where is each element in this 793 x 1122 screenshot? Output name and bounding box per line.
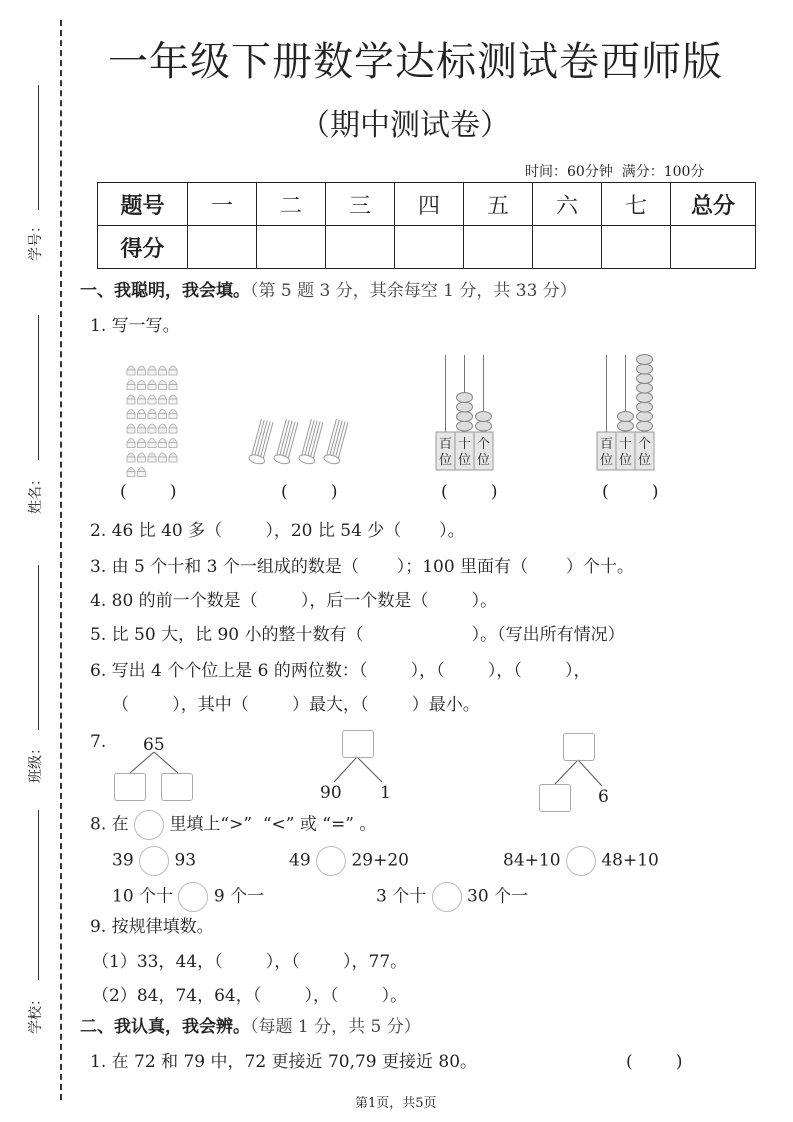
tree1-left-box[interactable] [114, 773, 146, 801]
question-8 [90, 810, 376, 840]
cupcake-icon [127, 439, 135, 443]
cupcake-icon [159, 457, 167, 462]
section2-title: 二、我认真，我会辨。 [80, 1017, 250, 1037]
cupcake-icon [127, 381, 135, 385]
cupcake-icon [127, 385, 135, 390]
page-subtitle: （期中测试卷） [300, 108, 510, 143]
cupcake-icon [138, 414, 146, 419]
abacus-bead [637, 364, 653, 374]
class-label: 班级： [28, 741, 44, 783]
cupcake-icon [138, 399, 146, 404]
tree1-top-number: 65 [143, 735, 165, 755]
header-cell: 题号 [98, 183, 188, 226]
header-cell: 一 [188, 183, 257, 226]
abacus-bead [457, 402, 473, 412]
abacus-bead [637, 393, 653, 403]
page-title: 一年级下册数学达标测试卷西师版 [108, 39, 723, 85]
compare-right: 48+10 [601, 850, 659, 871]
cupcake-icon [148, 428, 156, 433]
cupcake-icon [169, 381, 177, 385]
cupcake-icon [138, 472, 146, 477]
q8-text-pre: 8. 在 [90, 814, 129, 835]
abacus-bead [476, 421, 492, 431]
cupcake-icon [148, 424, 156, 428]
cupcake-icon [148, 395, 156, 399]
cupcake-icon [159, 453, 167, 457]
abacus-place-label: 位 [599, 453, 614, 468]
cupcake-icon [159, 366, 167, 370]
abacus-bead [457, 412, 473, 422]
tree3-right-number: 6 [598, 787, 609, 807]
header-cell: 四 [395, 183, 464, 226]
cupcake-icon [159, 443, 167, 448]
section1-note: （第 5 题 3 分，其余每空 1 分，共 33 分） [250, 281, 577, 301]
question-9-2: （2）84，74，64，（ ），（ ）。 [92, 986, 408, 1006]
cupcake-icon [138, 439, 146, 443]
compare-right: 9 个一 [213, 886, 265, 907]
section1-title: 一、我聪明，我会填。 [80, 281, 250, 301]
compare-left: 10 个十 [112, 886, 174, 907]
header-cell: 七 [602, 183, 671, 226]
compare-left: 49 [289, 850, 311, 871]
question-6: 6. 写出 4 个个位上是 6 的两位数：（ ），（ ），（ ）， [90, 661, 591, 681]
question-9: 9. 按规律填数。 [90, 917, 214, 937]
cupcake-icon [127, 366, 135, 370]
cupcake-icon [148, 381, 156, 385]
cupcake-icon [127, 410, 135, 414]
header-cell: 总分 [671, 183, 756, 226]
tree2-branches [334, 757, 382, 782]
cupcake-icon [169, 443, 177, 448]
score-row-label: 得分 [98, 226, 188, 269]
tree3-left-box[interactable] [539, 784, 571, 812]
abacus-place-label: 位 [457, 453, 472, 468]
cupcake-icon [148, 399, 156, 404]
cupcake-icon [138, 410, 146, 414]
cupcake-icon [169, 385, 177, 390]
cupcake-icon [148, 366, 156, 370]
abacus-bead [476, 412, 492, 422]
cupcake-icon [127, 457, 135, 462]
cupcake-icon [159, 381, 167, 385]
school-label: 学校： [28, 992, 44, 1034]
stick-bundle-icon [323, 419, 350, 466]
cupcake-icon [127, 399, 135, 404]
cupcake-icon [159, 439, 167, 443]
tree3-top-box[interactable] [563, 733, 595, 761]
cupcake-icon [138, 395, 146, 399]
cupcake-icon [148, 414, 156, 419]
cupcake-icon [138, 381, 146, 385]
compare-circle[interactable] [139, 846, 169, 876]
header-cell: 二 [257, 183, 326, 226]
section2-note: （每题 1 分，共 5 分） [250, 1017, 421, 1037]
q8-text-post: 里填上“>” “<” 或 “=” 。 [169, 814, 377, 835]
tree1-right-box[interactable] [161, 773, 193, 801]
cupcake-icon [148, 410, 156, 414]
cupcake-icon [159, 385, 167, 390]
cupcake-icon [169, 439, 177, 443]
cupcake-icon [127, 468, 135, 472]
abacus-place-label: 个 [637, 437, 652, 452]
cupcake-icon [169, 399, 177, 404]
cupcake-icon [127, 472, 135, 477]
abacus-bead [637, 355, 653, 365]
stick-bundle-icon [248, 419, 275, 466]
cupcake-icon [169, 457, 177, 462]
cupcake-icon [169, 366, 177, 370]
student-id-label: 学号： [28, 219, 44, 261]
compare-circle[interactable] [316, 846, 346, 876]
abacus-bead [637, 412, 653, 422]
header-cell: 五 [464, 183, 533, 226]
compare-circle[interactable] [432, 882, 462, 912]
abacus-bead [637, 421, 653, 431]
abacus-place-label: 位 [618, 453, 633, 468]
abacus-bead [637, 374, 653, 384]
compare-right: 93 [174, 850, 197, 871]
abacus-place-label: 个 [476, 437, 491, 452]
abacus-bead [457, 393, 473, 403]
stick-bundle-icon [273, 419, 300, 466]
cupcake-icon [159, 414, 167, 419]
cupcake-icon [159, 424, 167, 428]
cupcake-icon [148, 457, 156, 462]
question-1: 1. 写一写。 [90, 316, 180, 336]
cupcake-icon [127, 414, 135, 419]
section2-q1-answer-blank[interactable]: ( ) [626, 1052, 683, 1072]
question-5: 5. 比 50 大，比 90 小的整十数有（ ）。（写出所有情况） [90, 625, 625, 645]
cupcake-icon [148, 439, 156, 443]
section2-heading [80, 1016, 421, 1038]
cupcake-icon [159, 410, 167, 414]
cupcake-icon [159, 370, 167, 375]
tree2-top-box[interactable] [342, 730, 374, 758]
compare-circle[interactable] [566, 846, 596, 876]
question-9-1: （1）33，44，（ ），（ ），77。 [92, 952, 408, 972]
cupcake-icon [159, 428, 167, 433]
compare-right: 29+20 [351, 850, 409, 871]
compare-circle[interactable] [178, 882, 208, 912]
cupcake-icon [127, 428, 135, 433]
cupcake-icon [138, 468, 146, 472]
abacus-place-label: 位 [438, 453, 453, 468]
abacus-bead [618, 412, 634, 422]
question-7: 7. [90, 732, 107, 752]
abacus-bead [457, 421, 473, 431]
cupcake-icon [127, 443, 135, 448]
page-footer: 第1页，共5页 [355, 1096, 437, 1111]
abacus-bead [637, 402, 653, 412]
cupcake-icon [138, 457, 146, 462]
compare-left: 3 个十 [376, 886, 427, 907]
compare-5 [376, 882, 528, 912]
cupcake-icon [169, 395, 177, 399]
abacus-bead [637, 383, 653, 393]
abacus-place-label: 百 [438, 437, 453, 452]
cupcake-icon [138, 385, 146, 390]
tree2-right-number: 1 [380, 783, 391, 803]
compare-right: 30 个一 [467, 886, 529, 907]
header-cell: 三 [326, 183, 395, 226]
cupcake-icon [169, 424, 177, 428]
abacus-place-label: 位 [476, 453, 491, 468]
q1-answer-blank-1[interactable]: ( ) [120, 482, 177, 502]
compare-2 [289, 846, 409, 876]
header-cell: 六 [533, 183, 602, 226]
cupcake-icon [127, 453, 135, 457]
cupcake-icon [169, 410, 177, 414]
abacus-place-label: 百 [599, 437, 614, 452]
compare-3 [503, 846, 659, 876]
tree3-branches [555, 760, 602, 786]
question-3: 3. 由 5 个十和 3 个一组成的数是（ ）；100 里面有（ ）个十。 [90, 557, 634, 577]
cupcake-icon [169, 453, 177, 457]
compare-4 [112, 882, 264, 912]
q1-answer-blank-2[interactable]: ( ) [281, 482, 338, 502]
abacus-place-label: 十 [457, 437, 472, 452]
cupcake-icon [169, 370, 177, 375]
compare-1 [112, 846, 196, 876]
cupcake-icon [127, 370, 135, 375]
cupcake-icon [138, 443, 146, 448]
name-label: 姓名： [28, 472, 44, 514]
cupcake-icon [169, 414, 177, 419]
abacus-place-label: 十 [618, 437, 633, 452]
stick-bundle-icon [298, 419, 325, 466]
section2-question-1: 1. 在 72 和 79 中，72 更接近 70,79 更接近 80。 [90, 1052, 478, 1072]
compare-left: 84+10 [503, 850, 561, 871]
cupcake-icon [148, 370, 156, 375]
abacus-bead [618, 421, 634, 431]
cupcake-icon [138, 453, 146, 457]
cupcake-icon [159, 395, 167, 399]
cupcake-icon [148, 385, 156, 390]
question-6-cont: （ ），其中（ ）最大，（ ）最小。 [112, 695, 480, 715]
cupcake-icon [127, 395, 135, 399]
cupcake-icon [159, 399, 167, 404]
q1-answer-blank-4[interactable]: ( ) [602, 482, 659, 502]
cupcake-icon [169, 428, 177, 433]
cupcake-icon [138, 370, 146, 375]
cupcake-icon [127, 424, 135, 428]
tree2-left-number: 90 [320, 783, 342, 803]
q8-example-circle [134, 810, 164, 840]
compare-left: 39 [112, 850, 134, 871]
exam-info: 时间：60分钟 满分：100分 [525, 164, 705, 180]
q1-answer-blank-3[interactable]: ( ) [441, 482, 498, 502]
cupcake-icon [148, 443, 156, 448]
cupcake-icon [138, 424, 146, 428]
abacus-place-label: 位 [637, 453, 652, 468]
question-4: 4. 80 的前一个数是（ ），后一个数是（ ）。 [90, 591, 498, 611]
cupcake-icon [148, 453, 156, 457]
question-2: 2. 46 比 40 多（ ），20 比 54 少（ ）。 [90, 521, 465, 541]
cupcake-icon [138, 428, 146, 433]
cupcake-icon [138, 366, 146, 370]
